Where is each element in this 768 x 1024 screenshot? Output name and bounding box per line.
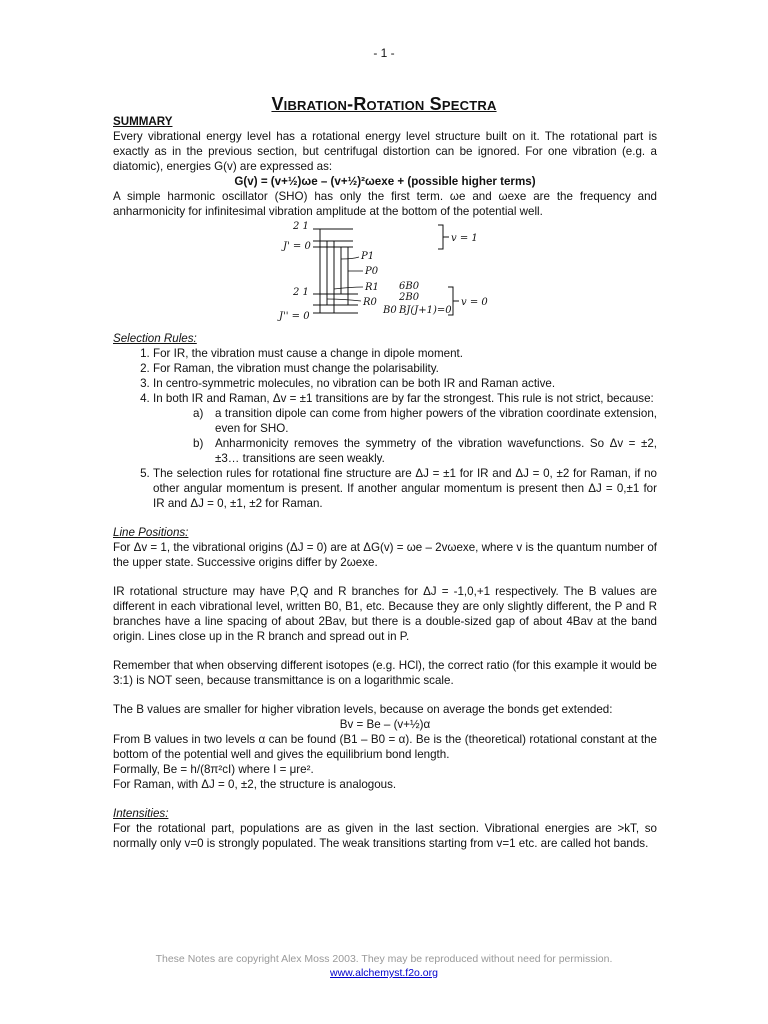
intensities-heading: Intensities:	[113, 807, 169, 820]
energy-level-sketch	[263, 219, 523, 329]
sub-item	[193, 406, 657, 436]
top-ticks-label: 2 1	[293, 221, 309, 232]
rule-item: 2. For Raman, the vibration must change the polarisability.	[153, 361, 657, 376]
b-value-formula: Bv = Be – (v+½)α	[339, 718, 431, 731]
positions-paragraph-5: From B values in two levels α can be found (B1 – B0 = α). Be is the (theoretical) rotational constant at the bottom of the potential well and gives the equilibrium bond length.	[113, 733, 657, 761]
branch-r1-label: R1	[365, 282, 379, 293]
rule-item: 3. In centro-symmetric molecules, no vibration can be both IR and Raman active.	[153, 376, 657, 391]
energy-6b-label: 6B0	[399, 281, 420, 292]
sub-text: a transition dipole can come from higher powers of the vibration coordinate extension, even for SHO.	[215, 407, 657, 435]
sub-label: b)	[193, 437, 204, 450]
page-number: - 1 -	[373, 46, 395, 60]
selection-rules-heading: Selection Rules:	[113, 332, 197, 345]
positions-paragraph-7: For Raman, with ΔJ = 0, ±2, the structure is analogous.	[113, 778, 397, 791]
rule-item: 1. For IR, the vibration must cause a change in dipole moment.	[153, 346, 657, 361]
rule-4-text: In both IR and Raman, Δv = ±1 transitions are by far the strongest. This rule is not strict, because:	[153, 392, 654, 405]
sub-text: Anharmonicity removes the symmetry of the vibration wavefunctions. So Δv = ±2, ±3… transitions are seen weakly.	[215, 437, 657, 465]
copyright-notice: These Notes are copyright Alex Moss 2003. They may be reproduced without need for permission.	[155, 953, 613, 965]
summary-heading: SUMMARY	[113, 115, 173, 128]
summary-paragraph-1: Every vibrational energy level has a rotational energy level structure built on it. The rotational part is exactly as in the previous section, but centrifugal distortion can be ignored. For one vibration (e.g. a diatomic), energies G(v) are expressed as:	[113, 130, 657, 173]
positions-paragraph-3: Remember that when observing different isotopes (e.g. HCl), the correct ratio (for this example it would be 3:1) is NOT seen, because transmittance is on a logarithmic scale.	[113, 659, 657, 687]
page-footer	[0, 952, 768, 980]
positions-paragraph-2: IR rotational structure may have P,Q and R branches for ΔJ = -1,0,+1 respectively. The B values are different in each vibrational level, written B0, B1, etc. Because they are only slightly different, the P and R branches have a line spacing of about 2Bav, but there is a double-sized gap of about 4Bav at the band origin. Lines close up in the R branch and spread out in P.	[113, 585, 657, 643]
summary-paragraph-2: A simple harmonic oscillator (SHO) has only the first term. ωe and ωexe are the frequency and anharmonicity for infinitesimal vibration amplitude at the bottom of the potential well.	[113, 190, 657, 218]
rule-4-sublist	[153, 406, 657, 466]
energy-formula: G(v) = (v+½)ωe – (v+½)²ωexe + (possible higher terms)	[234, 175, 536, 188]
positions-paragraph-1: For Δv = 1, the vibrational origins (ΔJ = 0) are at ΔG(v) = ωe – 2vωexe, where v is the quantum number of the upper state. Successive origins differ by 2ωexe.	[113, 541, 657, 569]
upper-v-label: v = 1	[451, 233, 478, 244]
sub-item	[193, 436, 657, 466]
rule-item: 5. The selection rules for rotational fine structure are ΔJ = ±1 for IR and ΔJ = 0, ±2 for Raman, if no other angular momentum is present. If another angular momentum is present then ΔJ = 0,±1 for IR and ΔJ = 0, ±1, ±2 for Raman.	[153, 466, 657, 511]
website-link[interactable]: www.alchemyst.f2o.org	[330, 967, 438, 979]
positions-paragraph-6: Formally, Be = h/(8π²cI) where I = μre².	[113, 763, 314, 776]
line-positions-heading: Line Positions:	[113, 526, 189, 539]
branch-r0-label: R0	[363, 297, 377, 308]
branch-p0-label: P0	[365, 266, 379, 277]
lower-j-label: J'' = 0	[279, 311, 310, 322]
page-title: Vibration-Rotation Spectra	[271, 94, 497, 114]
upper-j-label: J' = 0	[283, 241, 311, 252]
selection-rules-list	[113, 346, 657, 511]
energy-level-diagram	[113, 219, 657, 331]
rule-item	[153, 391, 657, 466]
document-body	[113, 114, 657, 851]
energy-2b-label: 2B0	[399, 292, 420, 303]
lower-v-label: v = 0	[461, 297, 488, 308]
energy-b0-label: B0	[383, 305, 397, 316]
energy-bj-label: BJ(J+1)=0	[399, 305, 452, 316]
sub-label: a)	[193, 407, 204, 420]
intensities-paragraph: For the rotational part, populations are as given in the last section. Vibrational energies are >kT, so normally only v=0 is strongly populated. The weak transitions starting from v=1 etc. are called hot bands.	[113, 822, 657, 850]
positions-paragraph-4: The B values are smaller for higher vibration levels, because on average the bonds get extended:	[113, 703, 613, 716]
mid-ticks-label: 2 1	[293, 287, 309, 298]
branch-p1-label: P1	[361, 251, 375, 262]
